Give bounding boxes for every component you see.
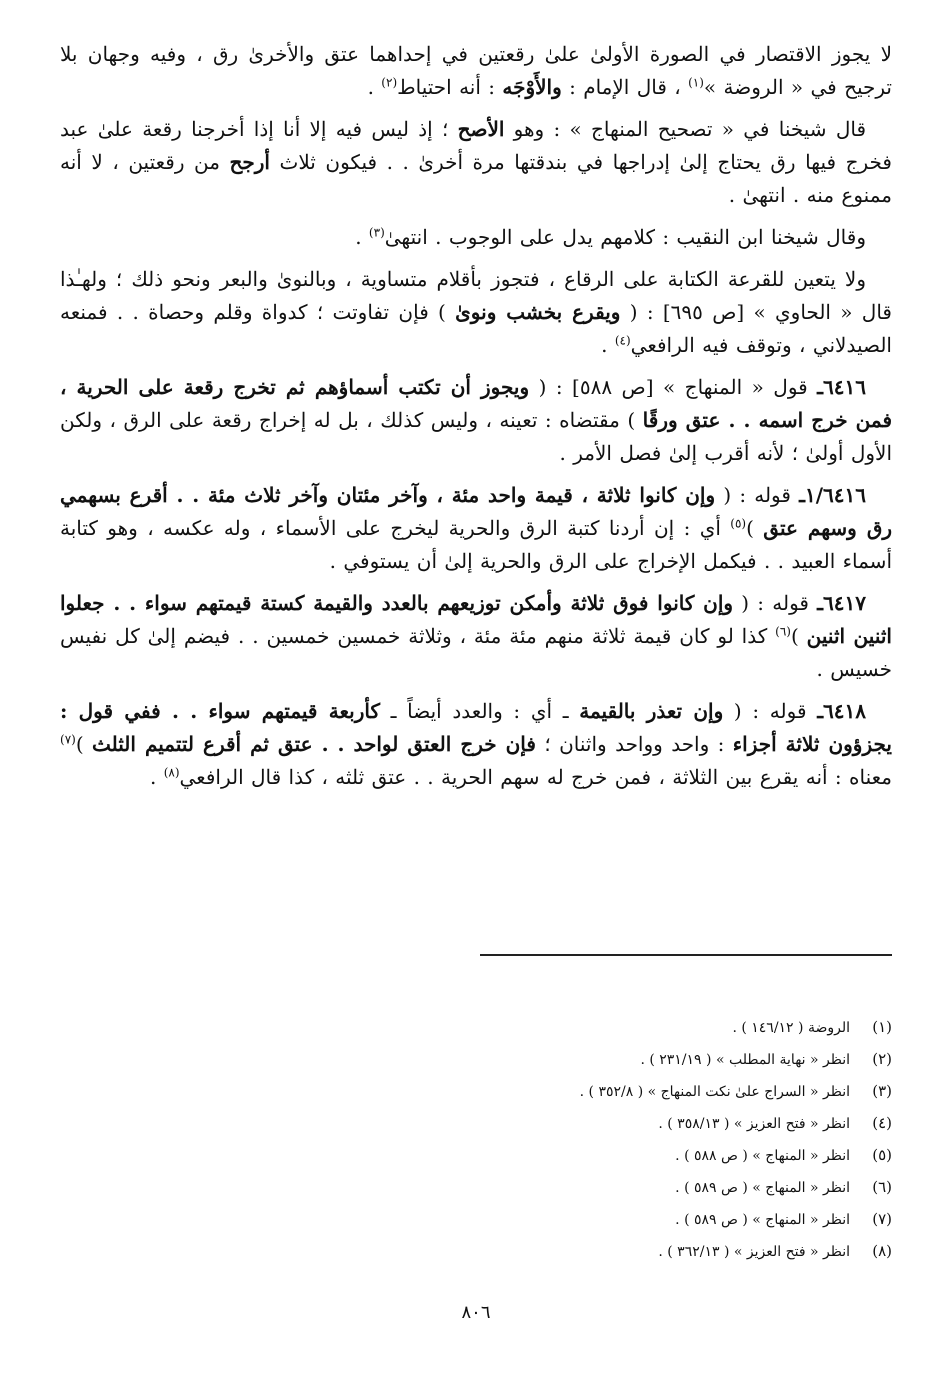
bold-term: والأَوْجَه xyxy=(502,75,562,99)
issue-number: ٦٤١٨ xyxy=(823,699,867,723)
dash: ـ xyxy=(817,591,824,615)
paragraph-6418 xyxy=(60,695,892,794)
text: . xyxy=(149,765,164,789)
footnote-ref: (٨) xyxy=(163,765,180,780)
text: . xyxy=(601,333,615,357)
footnote-text: انظر « المنهاج » ( ص ٥٨٩ ) . xyxy=(675,1212,850,1228)
paragraph-1 xyxy=(60,38,892,104)
text: ، قال الإمام : xyxy=(561,75,689,99)
footnote-number: (٨) xyxy=(872,1242,892,1260)
text: . xyxy=(367,75,382,99)
text: : أنه احتياط xyxy=(397,75,503,99)
text: ؛ إذ ليس فيه إلا أنا إذا أخرجنا رقعة علىٰ عبد فخرج فيها رق يحتاج إلىٰ إدراجها في بندقتها مرة أخرىٰ . . فيكون ثلاث xyxy=(60,117,892,174)
footnote-item xyxy=(60,1140,892,1172)
text: . xyxy=(355,225,369,249)
quoted-matn: ويجوز أن تكتب أسماؤهم ثم تخرج رقعة على الحرية ، فمن خرج اسمه . . عتق ورقًا xyxy=(60,375,892,432)
footnote-ref: (٥) xyxy=(730,516,747,531)
footnote-number: (٥) xyxy=(872,1146,892,1164)
footnote-item xyxy=(60,1172,892,1204)
footnote-number: (١) xyxy=(872,1018,892,1036)
text: ) فإن تفاوتت ؛ كدواة وقلم وحصاة . . فمنعه الصيدلاني ، وتوقف فيه الرافعي xyxy=(60,300,892,357)
footnote-number: (٧) xyxy=(872,1210,892,1228)
text: قول « المنهاج » [ص ٥٨٨] : ( xyxy=(529,375,818,399)
footnote-text: الروضة ( ١٤٦/١٢ ) . xyxy=(732,1020,850,1036)
paragraph-3 xyxy=(60,221,892,254)
footnote-ref: (٢) xyxy=(381,75,398,90)
footnote-ref: (٣) xyxy=(368,225,385,240)
footnote-ref: (١) xyxy=(688,75,704,90)
text: ـ أي : والعدد أيضاً ـ xyxy=(379,699,580,723)
text: ) مقتضاه : تعينه ، وليس كذلك ، بل له إخراج رقعة على الرق ، ولكن الأول أولىٰ ؛ لأنه أقرب إلىٰ فصل الأمر . xyxy=(60,408,892,465)
footnote-text: انظر « السراج علىٰ نكت المنهاج » ( ٣٥٢/٨ ) . xyxy=(579,1084,850,1100)
text: أي : إن أردنا كتبة الرق والحرية ليخرج على الأسماء ، وله عكسه ، وهو كتابة أسماء العبيد . . فيكمل الإخراج على الرق والحرية إلىٰ أن يستوفي . xyxy=(60,516,892,573)
footnote-ref: (٦) xyxy=(775,624,791,639)
page-number: ٨٠٦ xyxy=(461,1302,491,1323)
footnote-text: انظر « المنهاج » ( ص ٥٨٩ ) . xyxy=(675,1180,850,1196)
dash: ـ xyxy=(817,699,824,723)
text: : واحد وواحد واثنان ؛ xyxy=(535,732,733,756)
bold-term: أرجح xyxy=(229,150,270,174)
footnote-ref: (٤) xyxy=(614,333,631,348)
text: ) xyxy=(75,732,93,756)
paragraph-2 xyxy=(60,113,892,212)
bold-term: الأصح xyxy=(457,117,505,141)
quoted-matn: كأربعة قيمتهم سواء . . ففي قول : يجزؤون ثلاثة أجزاء xyxy=(60,699,892,756)
paragraph-6417 xyxy=(60,587,892,686)
footnote-item xyxy=(60,1044,892,1076)
footnote-number: (٦) xyxy=(872,1178,892,1196)
footnote-divider xyxy=(480,954,892,956)
quoted-matn: وإن كانوا فوق ثلاثة وأمكن توزيعهم بالعدد والقيمة كستة قيمتهم سواء . . جعلوا اثنين اثنين xyxy=(60,591,892,648)
footnote-text: انظر « فتح العزيز » ( ٣٦٢/١٣ ) . xyxy=(658,1244,850,1260)
footnote-text: انظر « المنهاج » ( ص ٥٨٨ ) . xyxy=(675,1148,850,1164)
footnote-number: (٢) xyxy=(872,1050,892,1068)
issue-number: ٦٤١٧ xyxy=(823,591,866,615)
paragraph-6416-1 xyxy=(60,479,892,578)
footnote-item xyxy=(60,1204,892,1236)
quoted-matn: وإن تعذر بالقيمة xyxy=(579,699,724,723)
text: ولا يتعين للقرعة الكتابة على الرقاع ، فتجوز بأقلام متساوية ، وبالنوىٰ والبعر ونحو ذلك ؛ ولهـٰذا قال « الحاوي » [ص ٦٩٥] : ( xyxy=(60,267,892,324)
footnote-item xyxy=(60,1108,892,1140)
footnote-item xyxy=(60,1012,892,1044)
footnote-text: انظر « فتح العزيز » ( ٣٥٨/١٣ ) . xyxy=(658,1116,850,1132)
footnote-item xyxy=(60,1076,892,1108)
dash: ـ xyxy=(799,483,805,507)
footnote-item xyxy=(60,1236,892,1268)
page-body xyxy=(60,38,892,794)
paragraph-4 xyxy=(60,263,892,362)
text: لا يجوز الاقتصار في الصورة الأولىٰ علىٰ رقعتين في إحداهما عتق والأخرىٰ رق ، وفيه وجهان بلا ترجيح في « الروضة » xyxy=(60,42,892,99)
footnote-number: (٣) xyxy=(872,1082,892,1100)
quoted-matn: فإن خرج العتق لواحد . . عتق ثم أقرع لتتميم الثلث xyxy=(92,732,536,756)
text: ) xyxy=(746,516,764,540)
text: قوله : ( xyxy=(723,699,818,723)
text: قوله : ( xyxy=(733,591,818,615)
footnote-ref: (٧) xyxy=(60,732,76,747)
quoted-matn: ويقرع بخشب ونوىٰ xyxy=(455,300,621,324)
footnote-number: (٤) xyxy=(872,1114,892,1132)
footnote-text: انظر « نهاية المطلب » ( ٢٣١/١٩ ) . xyxy=(640,1052,850,1068)
footnotes-section xyxy=(60,1012,892,1268)
issue-number: ٦٤١٦ xyxy=(823,375,866,399)
text: وقال شيخنا ابن النقيب : كلامهم يدل على الوجوب . انتهىٰ xyxy=(384,225,866,249)
text: معناه : أنه يقرع بين الثلاثة ، فمن خرج له سهم الحرية . . عتق ثلثه ، كذا قال الرافعي xyxy=(179,765,892,789)
paragraph-6416 xyxy=(60,371,892,470)
text: قوله : ( xyxy=(715,483,800,507)
text: من رقعتين ، لا أنه ممنوع منه . انتهىٰ . xyxy=(60,150,892,207)
text: ) xyxy=(790,624,807,648)
text: قال شيخنا في « تصحيح المنهاج » : وهو xyxy=(504,117,866,141)
quoted-matn: وإن كانوا ثلاثة ، قيمة واحد مئة ، وآخر مئتان وآخر ثلاث مئة . . أقرع بسهمي رق وسهم عتق xyxy=(60,483,892,540)
issue-number: ١/٦٤١٦ xyxy=(805,483,867,507)
dash: ـ xyxy=(817,375,824,399)
text: كذا لو كان قيمة ثلاثة منهم مئة مئة ، وثلاثة خمسين خمسين . . فيضم إلىٰ كل نفيس خسيس . xyxy=(60,624,892,681)
